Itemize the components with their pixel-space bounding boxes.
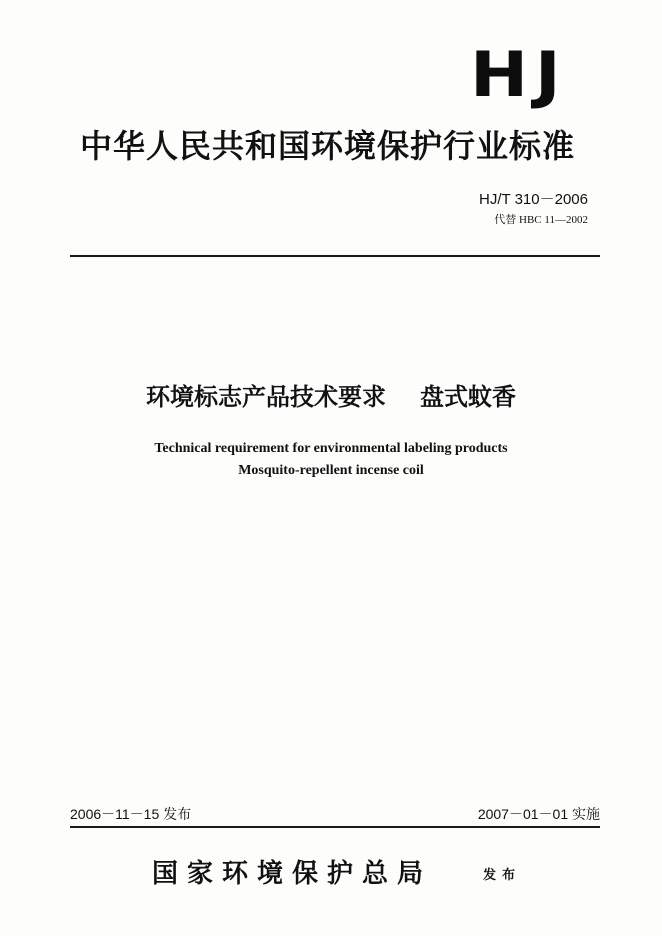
- issue-date: 2006－11－15 发布: [70, 806, 192, 822]
- title-sub: 盘式蚊香: [420, 383, 516, 411]
- hj-logo: HJ: [470, 38, 568, 111]
- implementation-date: 2007－01－01 实施: [477, 806, 600, 822]
- bottom-divider: [70, 826, 600, 828]
- standard-category-title: 中华人民共和国环境保护行业标准: [80, 127, 576, 165]
- publisher-name: 国家环境保护总局: [152, 859, 433, 889]
- document-title-english-line1: Technical requirement for environmental labeling products: [154, 441, 508, 456]
- publish-label: 发布: [483, 868, 522, 883]
- document-title-english-line2: Mosquito-repellent incense coil: [238, 463, 424, 478]
- standard-code: HJ/T 310－2006: [479, 191, 588, 208]
- document-title-chinese: [0, 379, 662, 415]
- title-main: 环境标志产品技术要求: [146, 383, 386, 411]
- replaces-standard: 代替 HBC 11—2002: [494, 214, 588, 226]
- top-divider: [70, 255, 600, 257]
